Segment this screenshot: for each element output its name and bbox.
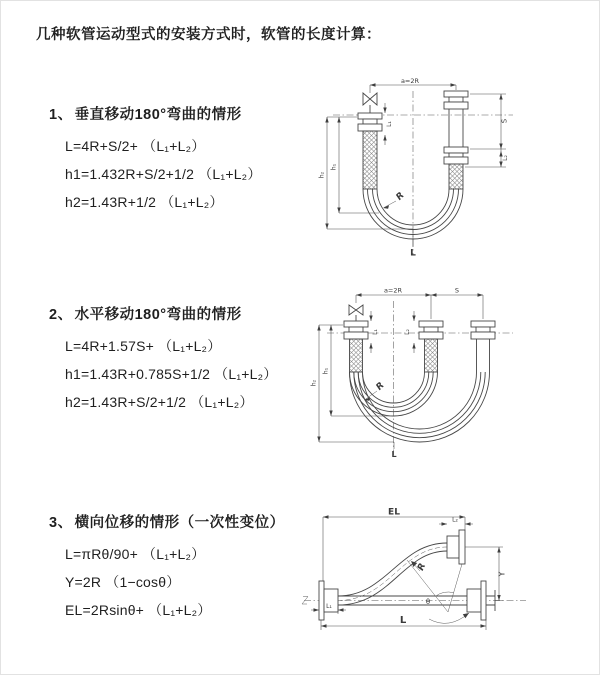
formula-length: L=4R+1.57S+ （L₁+L₂）: [65, 338, 222, 354]
dim-label-y: Y: [497, 571, 507, 577]
dim-label-el: EL: [388, 507, 400, 518]
braided-hose-right: [449, 164, 463, 189]
radius-callout: [383, 191, 407, 209]
dim-label-l: L: [391, 450, 397, 459]
dim-a-2r: [356, 287, 483, 320]
dim-label-l2: L₂: [452, 516, 458, 524]
dim-label-l1: L₁: [372, 329, 379, 335]
formula-h2: h2=1.43R+1/2 （L₁+L₂）: [65, 194, 224, 210]
valve-icon: [349, 305, 363, 315]
dim-label-s: S: [454, 286, 460, 295]
diagram-vertical-180: [313, 77, 523, 257]
angle-construction: [407, 560, 469, 623]
formula-el: EL=2Rsinθ+ （L₁+L₂）: [65, 602, 212, 618]
moving-end-flange-displaced: [447, 530, 465, 564]
fixed-end-flange: [319, 581, 338, 620]
dim-label-l1: L₁: [326, 603, 332, 610]
dim-label-l: L: [410, 248, 416, 259]
dim-label-h1: h₁: [330, 163, 338, 171]
dim-label-r: R: [416, 561, 429, 573]
fixed-end-assembly: [344, 305, 368, 372]
moving-end-original: [419, 321, 443, 372]
formula-y: Y=2R （1−cosθ）: [65, 574, 181, 590]
dim-label-s: S: [500, 118, 509, 124]
section-3-formulas: [65, 540, 285, 624]
section-horizontal-180: [49, 305, 278, 416]
section-vertical-180: [49, 105, 262, 216]
section-3-heading: [49, 513, 285, 533]
section-1-heading: [49, 105, 262, 125]
dim-l2: [404, 311, 416, 353]
dim-l1: [369, 311, 379, 353]
diagram-horizontal-180: [311, 285, 526, 460]
braided-hose-left: [350, 339, 363, 372]
radius-callout: [411, 561, 428, 572]
formula-h2: h2=1.43R+S/2+1/2 （L₁+L₂）: [65, 394, 254, 410]
braided-hose-middle: [425, 339, 438, 372]
dim-l2: [439, 517, 473, 526]
moving-end-displaced: [471, 321, 495, 372]
dim-l: [321, 615, 486, 630]
formula-length: L=4R+S/2+ （L₁+L₂）: [65, 138, 206, 154]
dim-label-l2: L₂: [404, 329, 411, 335]
braided-hose-left: [363, 131, 377, 189]
formula-h1: h1=1.43R+0.785S+1/2 （L₁+L₂）: [65, 366, 278, 382]
section-1-title: 垂直移动180°弯曲的情形: [74, 107, 242, 123]
formula-h1: h1=1.432R+S/2+1/2 （L₁+L₂）: [65, 166, 262, 182]
moving-end-flange-original: [467, 581, 495, 620]
section-3-title: 横向位移的情形（一次性变位）: [74, 515, 285, 531]
section-1-number: 1、: [49, 107, 73, 123]
section-2-heading: [49, 305, 278, 325]
section-3-number: 3、: [49, 515, 73, 531]
dim-label-h1: h₁: [322, 367, 330, 375]
dim-label-theta: θ: [425, 598, 431, 606]
dim-label-l2: L₂: [502, 155, 509, 161]
valve-icon: [363, 93, 377, 105]
moving-end-assembly: [444, 91, 468, 189]
dim-label-r: R: [374, 380, 387, 393]
dim-el: [323, 508, 465, 582]
dim-label-h2: h₂: [310, 379, 318, 387]
dim-a-2r: [370, 77, 456, 93]
dim-label-a2r: a=2R: [383, 286, 403, 295]
dim-label-h2: h₂: [318, 171, 326, 179]
section-1-formulas: [65, 132, 262, 216]
dim-label-l1: L₁: [386, 121, 393, 127]
dim-label-a2r: a=2R: [400, 76, 420, 85]
section-2-title: 水平移动180°弯曲的情形: [74, 307, 242, 323]
dim-l2: [499, 149, 509, 167]
fixed-end-assembly: [358, 93, 382, 189]
section-lateral-offset: [49, 513, 285, 624]
dim-label-l: L: [399, 615, 407, 626]
formula-length: L=πRθ/90+ （L₁+L₂）: [65, 546, 206, 562]
section-2-number: 2、: [49, 307, 73, 323]
section-2-formulas: [65, 332, 278, 416]
dim-l1: [383, 103, 393, 145]
page-title: 几种软管运动型式的安装方式时，软管的长度计算：: [36, 27, 381, 43]
diagram-lateral-offset: [299, 504, 529, 649]
dim-label-r: R: [394, 190, 407, 203]
radius-callout: [364, 381, 387, 401]
